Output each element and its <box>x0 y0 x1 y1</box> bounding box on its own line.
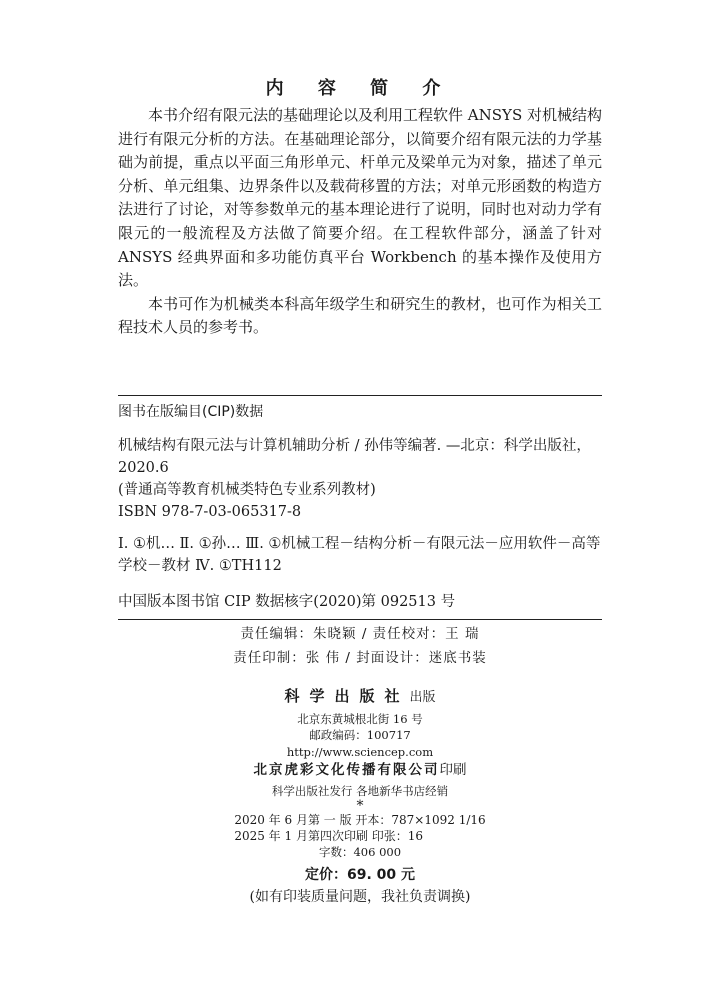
abstract <box>118 104 602 340</box>
publisher-address: 北京东黄城根北街 16 号 <box>297 711 423 726</box>
price: 定价：69. 00 元 <box>304 866 416 883</box>
word-count: 字数：406 000 <box>318 845 402 859</box>
edition-line: 2020 年 6 月第 一 版 开本：787×1092 1/16 <box>234 813 486 827</box>
printer-name: 北京虎彩文化传播有限公司 <box>253 762 440 778</box>
colophon <box>0 688 720 906</box>
publisher-name: 科学出版社 <box>284 687 410 705</box>
publisher-url: http://www.sciencep.com <box>286 744 434 759</box>
cip-isbn: ISBN 978-7-03-065317-8 <box>118 504 302 520</box>
cip-classification: Ⅰ. ①机… Ⅱ. ①孙… Ⅲ. ①机械工程－结构分析－有限元法－应用软件－高等学校－教材 Ⅳ. ①TH112 <box>118 536 601 574</box>
distribution: 科学出版社发行 各地新华书店经销 <box>271 783 449 798</box>
cip-bottom-divider <box>118 619 602 620</box>
cip-title-line: 机械结构有限元法与计算机辅助分析 / 孙伟等编著. —北京：科学出版社，2020.6 <box>118 438 591 476</box>
publisher-suffix: 出版 <box>409 690 436 705</box>
abstract-paragraph-1: 本书介绍有限元法的基础理论以及利用工程软件 ANSYS 对机械结构进行有限元分析的方法。在基础理论部分，以简要介绍有限元法的力学基础为前提，重点以平面三角形单元、杆单元及梁单元为对象，描述了单元分析、单元组集、边界条件以及载荷移置的方法；对单元形函数的构造方法进行了讨论，对等参数单元的基本理论进行了说明，同时也对动力学有限元的一般流程及方法做了简要介绍。在工程软件部分，涵盖了针对 ANSYS 经典界面和多功能仿真平台 Workbench 的基本操作及使用方法。 <box>118 106 602 290</box>
printing-credits: 责任印制：张 伟 / 封面设计：迷底书装 <box>233 650 487 666</box>
cip-series: (普通高等教育机械类特色专业系列教材) <box>118 482 376 498</box>
abstract-paragraph-2: 本书可作为机械类本科高年级学生和研究生的教材，也可作为相关工程技术人员的参考书。 <box>118 294 602 337</box>
quality-note: (如有印装质量问题，我社负责调换) <box>249 889 471 905</box>
printing-line: 2025 年 1 月第四次印刷 印张：16 <box>234 828 424 843</box>
credits <box>0 622 720 670</box>
page-title: 内 容 简 介 <box>265 78 455 99</box>
cip-heading: 图书在版编目(CIP)数据 <box>118 404 264 420</box>
separator-star: * <box>356 798 364 814</box>
edition-specs <box>234 813 485 844</box>
cip-data-number: 中国版本图书馆 CIP 数据核字(2020)第 092513 号 <box>118 594 456 610</box>
editor-credits: 责任编辑：朱晓颖 / 责任校对：王 瑞 <box>240 626 480 642</box>
cip-top-divider <box>118 395 602 396</box>
printer-suffix: 印刷 <box>439 762 467 778</box>
postcode: 邮政编码：100717 <box>309 728 411 742</box>
cip-block <box>118 401 602 613</box>
